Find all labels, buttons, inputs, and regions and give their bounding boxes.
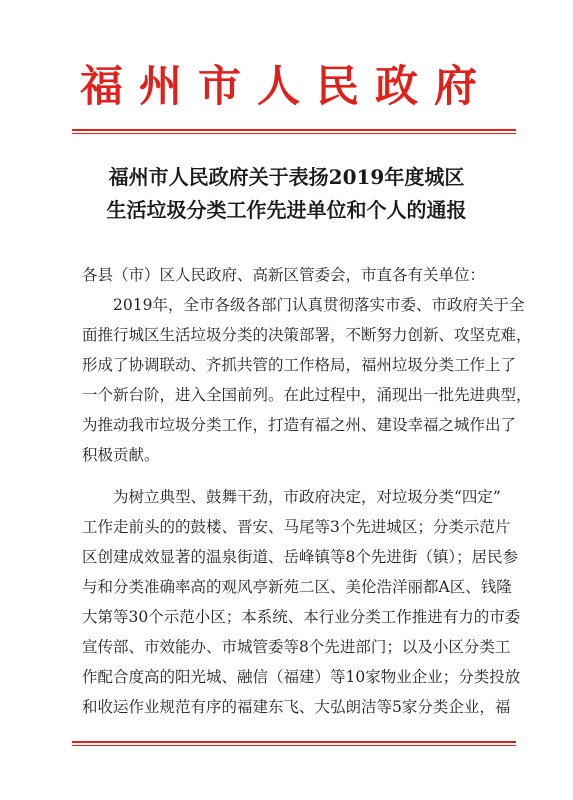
paragraph-line: 作配合度高的阳光城、融信（福建）等10家物业企业；分类投放 xyxy=(82,668,521,686)
paragraph-line: 为树立典型、鼓舞干劲，市政府决定，对垃圾分类“四定” xyxy=(113,488,501,506)
title-line-2: 生活垃圾分类工作先进单位和个人的通报 xyxy=(106,198,467,222)
paragraph-line: 工作走前头的的鼓楼、晋安、马尾等3个先进城区；分类示范片 xyxy=(82,518,511,536)
masthead-title: 福州市人民政府 xyxy=(80,62,493,112)
footer-divider-thin xyxy=(72,745,516,746)
masthead-divider-thick xyxy=(72,129,516,131)
masthead-divider-thin xyxy=(72,133,516,134)
paragraph-line: 和收运作业规范有序的福建东飞、大弘朗洁等5家分类企业，福 xyxy=(82,698,511,716)
paragraph-line: 形成了协调联动、齐抓共管的工作格局，福州垃圾分类工作上了 xyxy=(82,356,517,374)
paragraph-line: 一个新台阶，进入全国前列。在此过程中，涌现出一批先进典型， xyxy=(82,386,532,404)
paragraph-line: 面推行城区生活垃圾分类的决策部署，不断努力创新、攻坚克难， xyxy=(82,326,532,344)
paragraph-1 xyxy=(82,290,532,470)
title-line-1: 福州市人民政府关于表扬2019年度城区 xyxy=(108,165,465,189)
paragraph-line: 宣传部、市效能办、市城管委等8个先进部门；以及小区分类工 xyxy=(82,638,511,656)
document-body xyxy=(82,260,532,722)
salutation: 各县（市）区人民政府、高新区管委会，市直各有关单位： xyxy=(82,266,486,284)
paragraph-line: 2019年，全市各级各部门认真贯彻落实市委、市政府关于全 xyxy=(113,296,525,314)
paragraph-line: 大第等30个示范小区；本系统、本行业分类工作推进有力的市委 xyxy=(82,608,521,626)
paragraph-line: 区创建成效显著的温泉街道、岳峰镇等8个先进街（镇）；居民参 xyxy=(82,548,519,566)
paragraph-line: 为推动我市垃圾分类工作，打造有福之州、建设幸福之城作出了 xyxy=(82,416,517,434)
document-title xyxy=(60,161,513,227)
paragraph-2 xyxy=(82,482,521,722)
paragraph-line: 与和分类准确率高的观风亭新苑二区、美伦浩洋丽都A区、钱隆 xyxy=(82,578,512,596)
paragraph-line: 积极贡献。 xyxy=(82,446,160,464)
footer-divider-thick xyxy=(72,741,516,743)
